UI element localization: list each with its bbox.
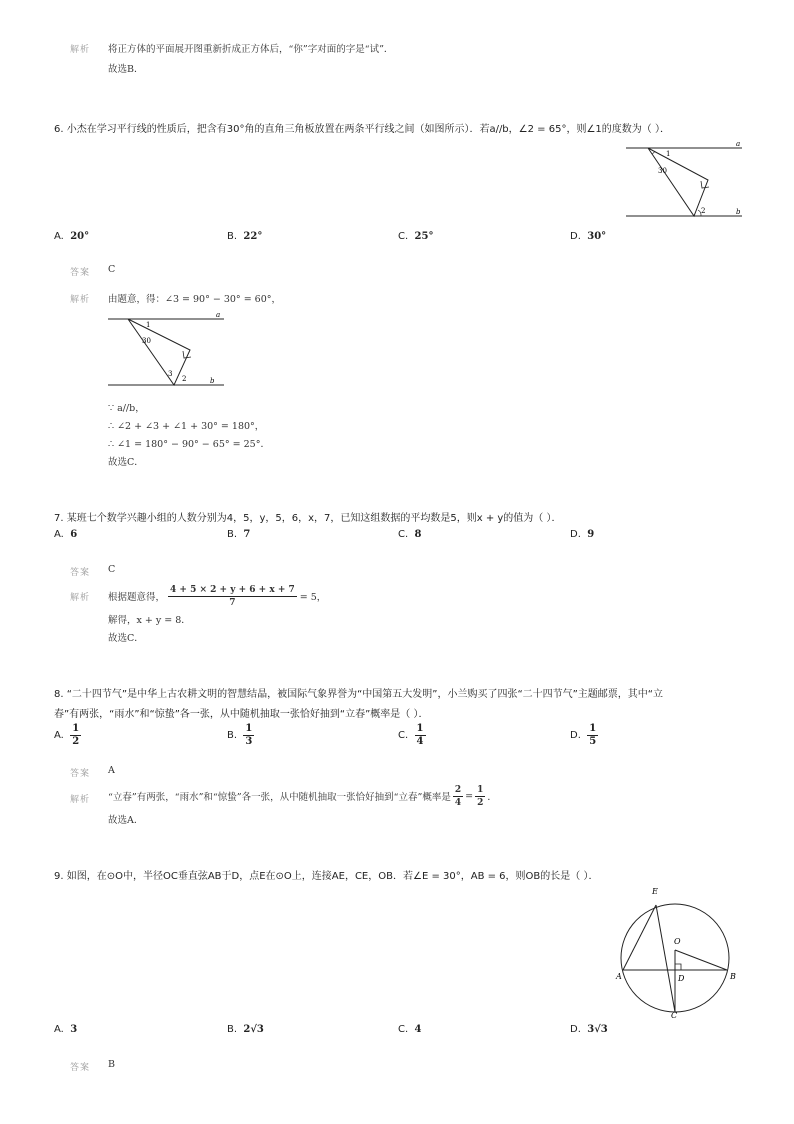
q8-analysis-label: 解析 bbox=[70, 795, 91, 805]
q8-question-line2: 春”有两张，“雨水”和“惊蛰”各一张，从中随机抽取一张恰好抽到“立春”概率是（ ）． bbox=[54, 709, 429, 720]
q6a-label-a: a bbox=[216, 311, 221, 319]
q6-analysis-line1: 由题意，得：∠3 = 90° − 30° = 60°， bbox=[108, 294, 282, 305]
q7-option-c[interactable]: C. 8 bbox=[398, 529, 422, 540]
q9-option-d[interactable]: D. 3√3 bbox=[570, 1024, 608, 1035]
q6-triangle bbox=[648, 148, 708, 216]
q6-analysis-line5: 故选C． bbox=[108, 457, 144, 468]
q7-question: 7. 某班七个数学兴趣小组的人数分别为4，5，y，5，6，x，7，已知这组数据的平均数是5，则x + y的值为（ ）． bbox=[54, 513, 562, 524]
q8-analysis-line2: 故选A． bbox=[108, 815, 144, 826]
q6-answer-label: 答案 bbox=[70, 268, 91, 278]
q9-label-o: O bbox=[674, 937, 681, 946]
q8-question-line1: 8. “二十四节气”是中华上古农耕文明的智慧结晶，被国际气象界誉为“中国第五大发明”，小兰购买了四张“二十四节气”主题邮票，其中“立 bbox=[54, 689, 663, 700]
q6-analysis-line4: ∴ ∠1 = 180° − 90° − 65° = 25°． bbox=[108, 439, 270, 450]
q7-analysis-label: 解析 bbox=[70, 593, 91, 603]
q6-question: 6. 小杰在学习平行线的性质后，把含有30°角的直角三角板放置在两条平行线之间（如图所示）．若a//b，∠2 = 65°，则∠1的度数为（ ）． bbox=[54, 124, 670, 135]
q6-label-b: b bbox=[736, 208, 741, 216]
q6-option-b[interactable]: B. 22° bbox=[227, 231, 263, 242]
q8-option-d[interactable]: D. $\frac{1}{5}$ bbox=[570, 722, 597, 747]
q6-option-a[interactable]: A. 20° bbox=[54, 231, 90, 242]
q7-option-a[interactable]: A. 6 bbox=[54, 529, 78, 540]
q9-answer: B bbox=[108, 1059, 115, 1070]
q9-question: 9. 如图，在⊙O中，半径OC垂直弦AB于D，点E在⊙O上，连接AE，CE，OB．若∠E = 30°，AB = 6，则OB的长是（ ）． bbox=[54, 871, 599, 882]
q7-option-d[interactable]: D. 9 bbox=[570, 529, 595, 540]
q6-label-2: 2 bbox=[701, 207, 706, 215]
q8-analysis-line1: “立春”有两张，“雨水”和“惊蛰”各一张，从中随机抽取一张恰好抽到“立春”概率是 $\frac{2}{4}$ = $\frac{1}{2}$ ． bbox=[108, 784, 497, 808]
prev-analysis-line1: 将正方体的平面展开图重新折成正方体后，“你”字对面的字是“试”． bbox=[108, 44, 394, 55]
analysis-label: 解析 bbox=[70, 45, 91, 55]
q6-option-d[interactable]: D. 30° bbox=[570, 231, 607, 242]
q9-label-d: D bbox=[678, 974, 685, 983]
q6-analysis-label: 解析 bbox=[70, 295, 91, 305]
q7-analysis-line3: 故选C． bbox=[108, 633, 144, 644]
q9-segment-ob bbox=[675, 950, 727, 970]
prev-analysis-line2: 故选B． bbox=[108, 64, 144, 75]
q9-label-a: A bbox=[616, 972, 622, 981]
q9-option-b[interactable]: B. 2√3 bbox=[227, 1024, 264, 1035]
q6-option-c[interactable]: C. 25° bbox=[398, 231, 434, 242]
q7-answer-label: 答案 bbox=[70, 568, 91, 578]
q6-analysis-figure bbox=[104, 310, 228, 390]
q8-answer-label: 答案 bbox=[70, 769, 91, 779]
q9-right-angle-mark bbox=[675, 964, 681, 970]
q9-segment-ce bbox=[656, 905, 675, 1012]
q7-option-b[interactable]: B. 7 bbox=[227, 529, 251, 540]
q7-answer: C bbox=[108, 564, 116, 575]
q6-analysis-line3: ∴ ∠2 + ∠3 + ∠1 + 30° = 180°， bbox=[108, 421, 265, 432]
q6a-label-30: 30 bbox=[142, 337, 151, 345]
q8-option-a[interactable]: A. $\frac{1}{2}$ bbox=[54, 722, 80, 747]
q6-analysis-line2: ∵ a//b， bbox=[108, 403, 145, 414]
q9-option-a[interactable]: A. 3 bbox=[54, 1024, 78, 1035]
q8-answer: A bbox=[108, 765, 115, 776]
q6-answer: C bbox=[108, 264, 116, 275]
q9-label-e: E bbox=[652, 887, 658, 896]
q6-label-1: 1 bbox=[666, 150, 671, 158]
q8-option-b[interactable]: B. $\frac{1}{3}$ bbox=[227, 722, 253, 747]
q6a-label-1: 1 bbox=[146, 321, 151, 329]
q8-option-c[interactable]: C. $\frac{1}{4}$ bbox=[398, 722, 424, 747]
q9-figure bbox=[612, 882, 746, 1020]
q9-segment-ae bbox=[623, 905, 656, 970]
q9-answer-label: 答案 bbox=[70, 1063, 91, 1073]
q6a-label-2: 2 bbox=[182, 375, 187, 383]
q6a-label-b: b bbox=[210, 377, 215, 385]
q7-analysis-line2: 解得，x + y = 8． bbox=[108, 615, 191, 626]
q9-label-c: C bbox=[671, 1011, 678, 1020]
q6-label-30: 30 bbox=[658, 167, 667, 175]
q9-option-c[interactable]: C. 4 bbox=[398, 1024, 422, 1035]
q9-label-b: B bbox=[730, 972, 736, 981]
q6a-label-3: 3 bbox=[168, 370, 173, 378]
q7-analysis-line1: 根据题意得， $\frac{4 + 5 \times 2 + y + 6 + x + 7}{7}$ = 5， bbox=[108, 584, 327, 608]
q6-label-a: a bbox=[736, 140, 741, 148]
q6-figure bbox=[622, 140, 746, 220]
